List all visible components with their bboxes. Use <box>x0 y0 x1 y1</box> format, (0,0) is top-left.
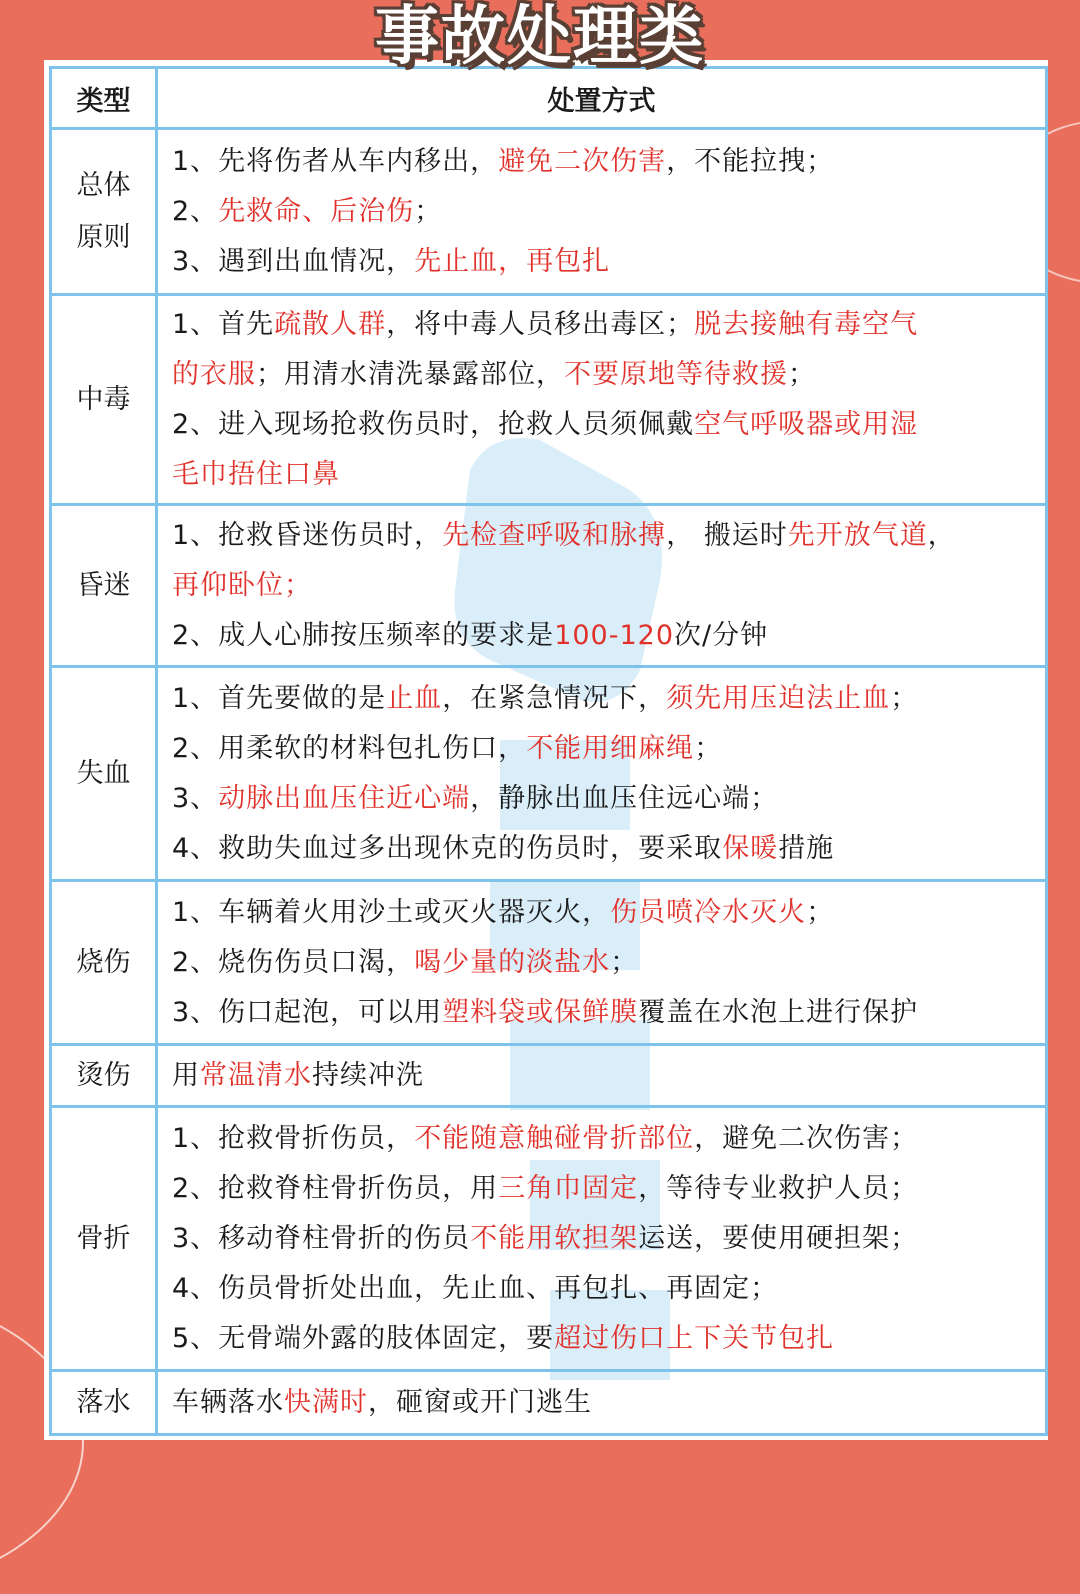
row-method <box>157 667 1047 881</box>
text-segment: 5、无骨端外露的肢体固定，要 <box>172 1322 555 1354</box>
highlight-text: 100-120 <box>554 619 674 651</box>
text-segment: 2、抢救脊柱骨折伤员，用 <box>172 1172 499 1204</box>
text-segment: 持续冲洗 <box>312 1059 424 1091</box>
text-segment: ，在紧急情况下， <box>442 682 667 714</box>
text-segment: ；用清水清洗暴露部位， <box>256 358 564 390</box>
text-segment: 车辆落水 <box>172 1386 284 1418</box>
method-line <box>172 137 1045 187</box>
text-segment: ，避免二次伤害； <box>694 1122 919 1154</box>
row-type: 昏迷 <box>51 505 157 667</box>
row-type: 烧伤 <box>51 881 157 1045</box>
text-segment: 1、抢救昏迷伤员时， <box>172 519 443 551</box>
text-segment: 覆盖在水泡上进行保护 <box>638 996 919 1028</box>
highlight-text: 先止血，再包扎 <box>414 245 611 277</box>
highlight-text: 不要原地等待救援 <box>564 358 788 390</box>
text-segment: 2、烧伤伤员口渴， <box>172 946 415 978</box>
highlight-text: 空气呼吸器或用湿 <box>694 408 919 440</box>
method-line <box>172 1164 1045 1214</box>
row-method <box>157 1107 1047 1371</box>
row-method <box>157 505 1047 667</box>
method-line <box>172 988 1045 1038</box>
method-line <box>172 187 1045 237</box>
method-line <box>172 888 1045 938</box>
highlight-text: 先开放气道 <box>787 519 928 551</box>
text-segment: ； <box>788 358 816 390</box>
row-type: 烫伤 <box>51 1045 157 1107</box>
text-segment: 运送，要使用硬担架； <box>638 1222 919 1254</box>
highlight-text: 不能用软担架 <box>470 1222 639 1254</box>
text-segment: ，砸窗或开门逃生 <box>368 1386 592 1418</box>
row-method <box>157 1371 1047 1435</box>
highlight-text: 三角巾固定 <box>498 1172 639 1204</box>
highlight-text: 毛巾捂住口鼻 <box>172 458 340 490</box>
row-method <box>157 129 1047 295</box>
row-type: 落水 <box>51 1371 157 1435</box>
highlight-text: 伤员喷冷水灭火 <box>610 896 807 928</box>
text-segment: ，将中毒人员移出毒区； <box>386 308 695 340</box>
highlight-text: 疏散人群 <box>274 308 387 340</box>
row-method <box>157 881 1047 1045</box>
text-segment: 3、遇到出血情况， <box>172 245 415 277</box>
row-type: 骨折 <box>51 1107 157 1371</box>
text-segment: ，等待专业救护人员； <box>638 1172 919 1204</box>
highlight-text: 止血 <box>386 682 443 714</box>
row-method <box>157 295 1047 505</box>
highlight-text: 不能用细麻绳 <box>526 732 695 764</box>
text-segment: 2、 <box>172 195 219 227</box>
text-segment: 4、救助失血过多出现休克的伤员时，要采取 <box>172 832 723 864</box>
highlight-text: 保暖 <box>722 832 779 864</box>
table-row <box>51 505 1047 667</box>
table-row <box>51 129 1047 295</box>
text-segment: 用 <box>172 1059 200 1091</box>
text-segment: 3、伤口起泡，可以用 <box>172 996 443 1028</box>
method-line <box>172 1114 1045 1164</box>
method-line <box>172 611 1045 661</box>
text-segment: 3、移动脊柱骨折的伤员 <box>172 1222 471 1254</box>
row-type: 中毒 <box>51 295 157 505</box>
text-segment: ，不能拉拽； <box>666 145 835 177</box>
table-row <box>51 667 1047 881</box>
page-title: 事故处理类 <box>375 0 705 74</box>
highlight-text: 先救命、后治伤 <box>218 195 415 227</box>
text-segment: 4、伤员骨折处出血，先止血、再包扎、再固定； <box>172 1272 779 1304</box>
method-line <box>172 1264 1045 1314</box>
row-type: 失血 <box>51 667 157 881</box>
highlight-text: 动脉出血压住近心端 <box>218 782 471 814</box>
highlight-text: 须先用压迫法止血 <box>666 682 891 714</box>
highlight-text: 再仰卧位； <box>172 569 312 601</box>
table-row <box>51 1107 1047 1371</box>
text-segment: 1、首先 <box>172 308 275 340</box>
text-segment: ， 搬运时 <box>666 519 788 551</box>
highlight-text: 快满时 <box>284 1386 368 1418</box>
method-line <box>172 400 1045 450</box>
table-row <box>51 295 1047 505</box>
text-segment: ； <box>694 732 723 764</box>
highlight-text: 的衣服 <box>172 358 256 390</box>
text-segment: ，静脉出血压住远心端； <box>470 782 779 814</box>
highlight-text: 先检查呼吸和脉搏 <box>442 519 667 551</box>
highlight-text: 喝少量的淡盐水 <box>414 946 611 978</box>
row-method <box>157 1045 1047 1107</box>
accident-handling-table <box>49 66 1048 1436</box>
text-segment: 1、首先要做的是 <box>172 682 387 714</box>
method-line <box>172 824 1045 874</box>
method-line <box>172 237 1045 287</box>
highlight-text: 避免二次伤害 <box>498 145 667 177</box>
header-type: 类型 <box>51 68 157 129</box>
method-line <box>172 1051 1045 1101</box>
method-line <box>172 561 1045 611</box>
text-segment: ； <box>610 946 639 978</box>
method-line <box>172 724 1045 774</box>
text-segment: 1、抢救骨折伤员， <box>172 1122 415 1154</box>
method-line <box>172 450 1045 500</box>
text-segment: ； <box>890 682 919 714</box>
text-segment: 次/分钟 <box>674 619 769 651</box>
method-line <box>172 1214 1045 1264</box>
method-line <box>172 1378 1045 1428</box>
method-line <box>172 511 1045 561</box>
highlight-text: 塑料袋或保鲜膜 <box>442 996 639 1028</box>
highlight-text: 常温清水 <box>200 1059 312 1091</box>
highlight-text: 不能随意触碰骨折部位 <box>414 1122 695 1154</box>
method-line <box>172 1314 1045 1364</box>
highlight-text: 超过伤口上下关节包扎 <box>554 1322 835 1354</box>
row-type: 总体 原则 <box>51 129 157 295</box>
table-row <box>51 1371 1047 1435</box>
text-segment: ； <box>414 195 443 227</box>
text-segment: 3、 <box>172 782 219 814</box>
header-method: 处置方式 <box>157 68 1047 129</box>
method-line <box>172 300 1045 350</box>
highlight-text: 脱去接触有毒空气 <box>694 308 919 340</box>
text-segment: 2、成人心肺按压频率的要求是 <box>172 619 555 651</box>
text-segment: 1、车辆着火用沙土或灭火器灭火， <box>172 896 611 928</box>
text-segment: 2、用柔软的材料包扎伤口， <box>172 732 527 764</box>
table-row <box>51 881 1047 1045</box>
text-segment: 1、先将伤者从车内移出， <box>172 145 499 177</box>
method-line <box>172 350 1045 400</box>
method-line <box>172 938 1045 988</box>
table-header-row <box>51 68 1047 129</box>
method-line <box>172 774 1045 824</box>
text-segment: ， <box>927 519 956 551</box>
text-segment: 2、进入现场抢救伤员时，抢救人员须佩戴 <box>172 408 695 440</box>
method-line <box>172 674 1045 724</box>
text-segment: ； <box>806 896 835 928</box>
text-segment: 措施 <box>778 832 835 864</box>
table-row <box>51 1045 1047 1107</box>
